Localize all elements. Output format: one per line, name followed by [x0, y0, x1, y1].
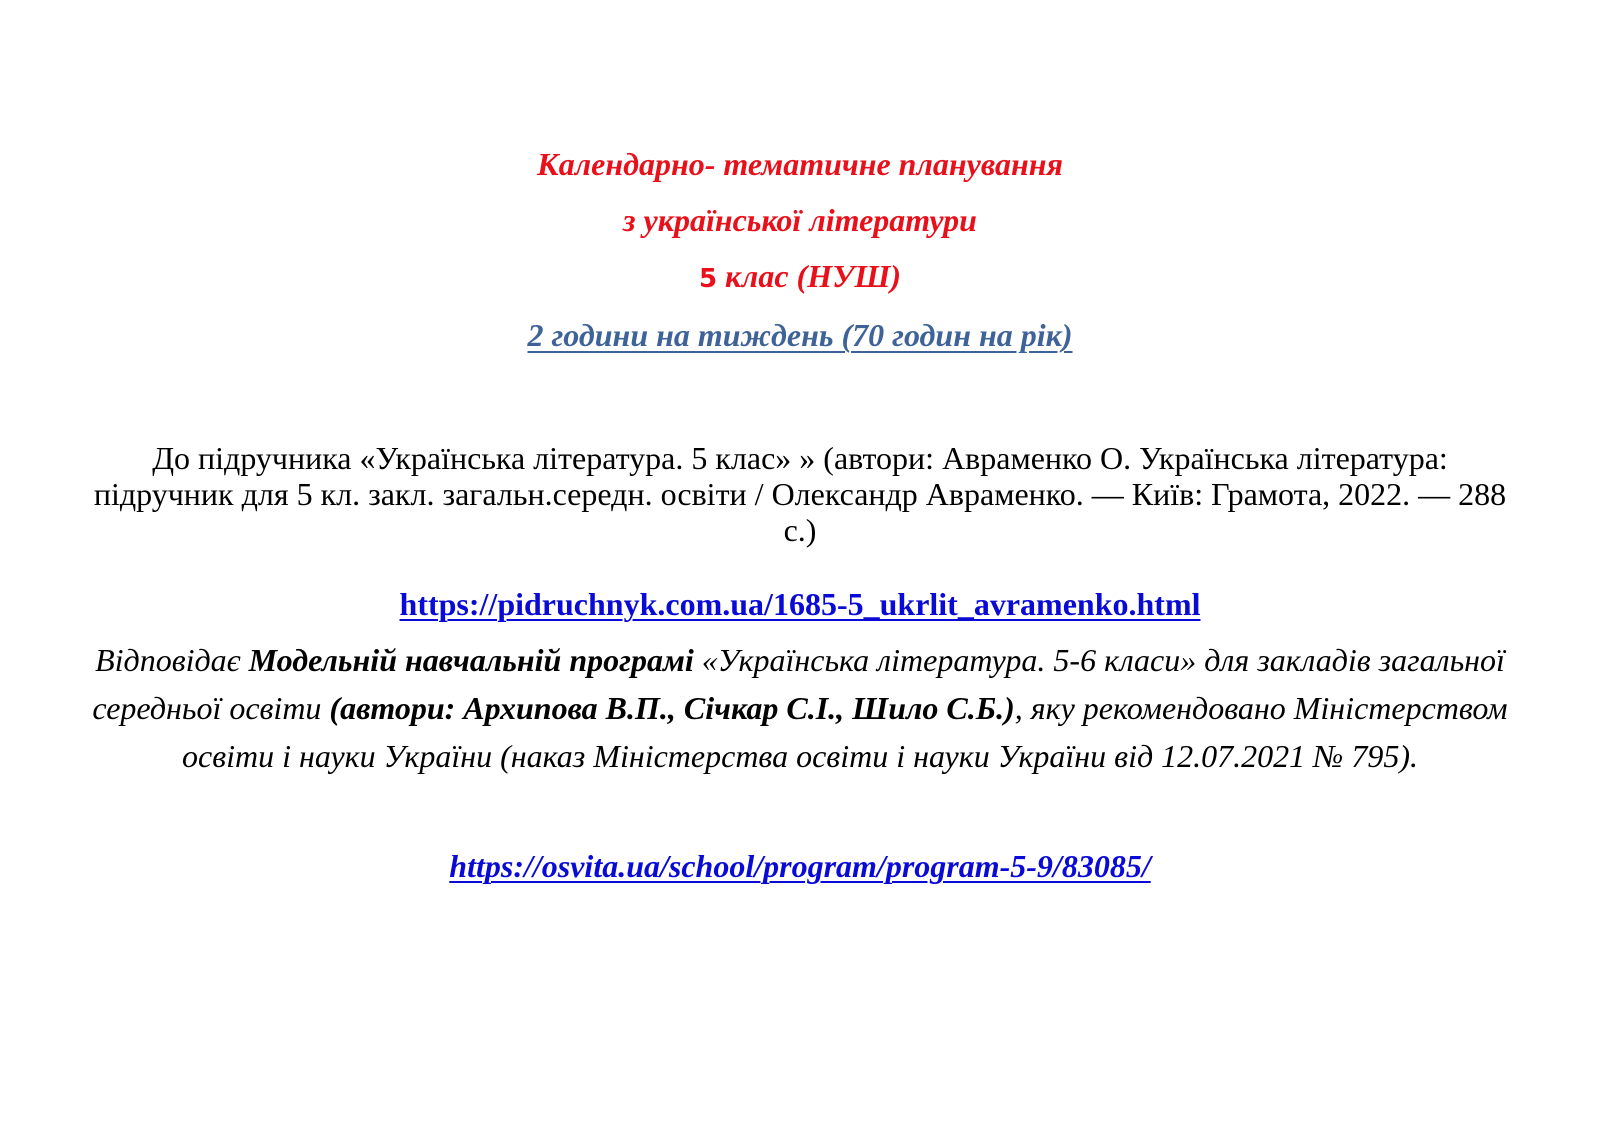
- program-link[interactable]: https://osvita.ua/school/program/program-5-9/83085/: [449, 848, 1151, 884]
- program-description: [70, 636, 1530, 780]
- grade-number: 5: [698, 264, 718, 294]
- document-subtitle: з української літератури: [623, 202, 977, 238]
- hours-per-week: 2 години на тиждень (70 годин на рік): [527, 317, 1073, 353]
- textbook-link-row: [0, 584, 1600, 624]
- title-block: [0, 136, 1600, 363]
- program-text-3: , яку рекомендовано Міністерством освіти і науки України (наказ Міністерства освіти і науки України від 12.07.2021 № 795).: [182, 690, 1508, 774]
- program-title: Модельній навчальній програмі: [248, 642, 694, 678]
- program-text-1: Відповідає: [95, 642, 249, 678]
- document-title: Календарно- тематичне планування: [537, 146, 1063, 182]
- grade-text: клас (НУШ): [717, 258, 902, 294]
- textbook-reference: До підручника «Українська література. 5 клас» » (автори: Авраменко О. Українська література: підручник для 5 кл. закл. загальн.середн. освіти / Олександр Авраменко. — Київ: Грамота, 2022. — 288 с.): [93, 440, 1507, 548]
- program-authors: (автори: Архипова В.П., Січкар С.І., Шило С.Б.): [329, 690, 1015, 726]
- program-text-2: «Українська література. 5-6 класи» для закладів загальної середньої освіти: [92, 642, 1505, 726]
- grade-label: [0, 248, 1600, 307]
- textbook-link[interactable]: https://pidruchnyk.com.ua/1685-5_ukrlit_avramenko.html: [399, 586, 1201, 622]
- program-link-row: [0, 846, 1600, 886]
